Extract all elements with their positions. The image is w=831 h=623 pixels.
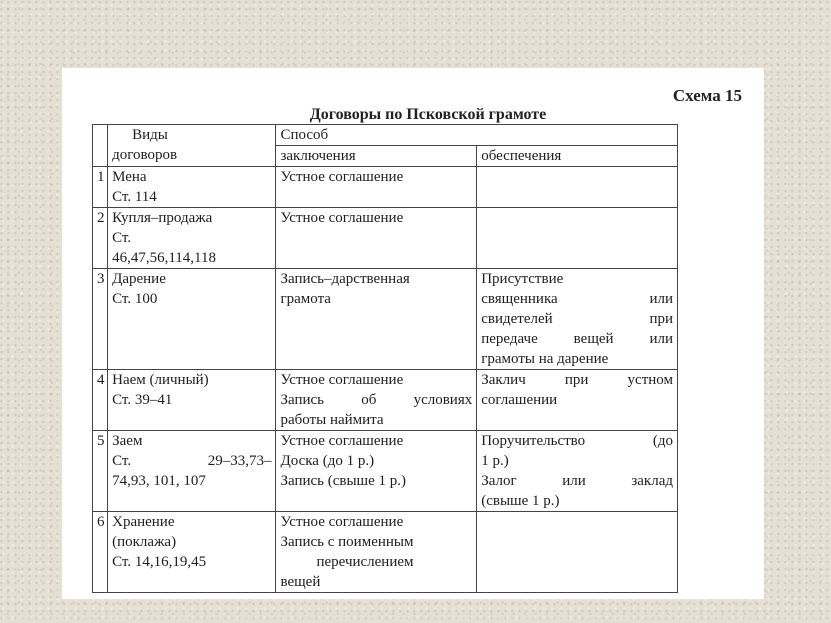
row-type-cell [108, 208, 276, 269]
row-method-cell [276, 269, 477, 370]
row-article-cont: 74,93, 101, 107 [112, 473, 206, 489]
row-method-line: Запись (свыше 1 р.) [280, 473, 407, 489]
row-method-line: Устное соглашение [280, 372, 404, 388]
header-type-cell [108, 125, 276, 167]
row-method-line: грамота [280, 291, 331, 307]
row-num: 4 [93, 370, 108, 431]
row-num: 6 [93, 512, 108, 593]
row-method-line: Устное соглашение [280, 433, 404, 449]
row-type: Дарение [112, 271, 166, 287]
row-type-cell [108, 269, 276, 370]
header-security: обеспечения [477, 146, 678, 167]
table-row [93, 269, 678, 370]
header-type-line1: Виды [132, 127, 168, 143]
row-article: Ст. 114 [112, 189, 157, 205]
row-method-line: Запись об условиях [280, 392, 473, 408]
row-num: 2 [93, 208, 108, 269]
row-security-line: свидетелей при [481, 311, 673, 327]
row-method-cell [276, 370, 477, 431]
row-article: Ст. 39–41 [112, 392, 173, 408]
row-type-cell [108, 431, 276, 512]
row-method-line: Устное соглашение [280, 514, 404, 530]
row-method-cell [276, 512, 477, 593]
row-num: 1 [93, 167, 108, 208]
row-type: Заем [112, 433, 143, 449]
row-type-cell [108, 512, 276, 593]
header-num-cell [93, 125, 108, 167]
row-security-cell [477, 208, 678, 269]
table-row [93, 431, 678, 512]
table-header-row [93, 125, 678, 146]
document-sheet [62, 68, 764, 599]
row-method-line: вещей [280, 574, 321, 590]
row-article-cont: Ст. 14,16,19,45 [112, 554, 207, 570]
row-security-line: грамоты на дарение [481, 351, 609, 367]
row-security-line: Залог или заклад [481, 473, 673, 489]
row-type: Наем (личный) [112, 372, 209, 388]
row-security-line: Присутствие [481, 271, 564, 287]
row-num: 3 [93, 269, 108, 370]
table-row [93, 512, 678, 593]
row-security-line: священника или [481, 291, 673, 307]
row-security-line: 1 р.) [481, 453, 509, 469]
row-security-line: Заклич при устном [481, 372, 673, 388]
row-security-cell [477, 512, 678, 593]
row-type: Хранение [112, 514, 175, 530]
row-method-line: работы наймита [280, 412, 384, 428]
table-row [93, 167, 678, 208]
row-security-line: соглашении [481, 392, 558, 408]
row-method-line: перечислением [316, 554, 414, 570]
row-method-line: Доска (до 1 р.) [280, 453, 375, 469]
row-security-cell [477, 431, 678, 512]
row-article: Ст. 29–33,73– [112, 453, 272, 469]
row-method-line: Устное соглашение [280, 210, 404, 226]
row-type: Мена [112, 169, 147, 185]
row-num: 5 [93, 431, 108, 512]
table-row [93, 208, 678, 269]
row-article: (поклажа) [112, 534, 177, 550]
contracts-table [92, 124, 678, 593]
row-security-line: Поручительство (до [481, 433, 673, 449]
row-article-cont: 46,47,56,114,118 [112, 250, 216, 266]
row-security-line: (свыше 1 р.) [481, 493, 560, 509]
row-method-cell [276, 167, 477, 208]
header-conclusion: заключения [276, 146, 477, 167]
row-security-cell [477, 167, 678, 208]
table-row [93, 370, 678, 431]
row-article: Ст. [112, 230, 132, 246]
row-method-cell [276, 208, 477, 269]
row-type-cell [108, 167, 276, 208]
header-method-group: Способ [276, 125, 678, 146]
row-type: Купля–продажа [112, 210, 213, 226]
header-type-line2: договоров [112, 147, 178, 163]
row-security-cell [477, 370, 678, 431]
row-type-cell [108, 370, 276, 431]
row-method-line: Запись с поименным [280, 534, 414, 550]
row-security-cell [477, 269, 678, 370]
row-security-line: передаче вещей или [481, 331, 673, 347]
row-method-line: Устное соглашение [280, 169, 404, 185]
row-method-cell [276, 431, 477, 512]
document-title: Договоры по Псковской грамоте [309, 106, 547, 123]
scheme-label: Схема 15 [672, 86, 742, 105]
row-method-line: Запись–дарственная [280, 271, 410, 287]
row-article: Ст. 100 [112, 291, 158, 307]
